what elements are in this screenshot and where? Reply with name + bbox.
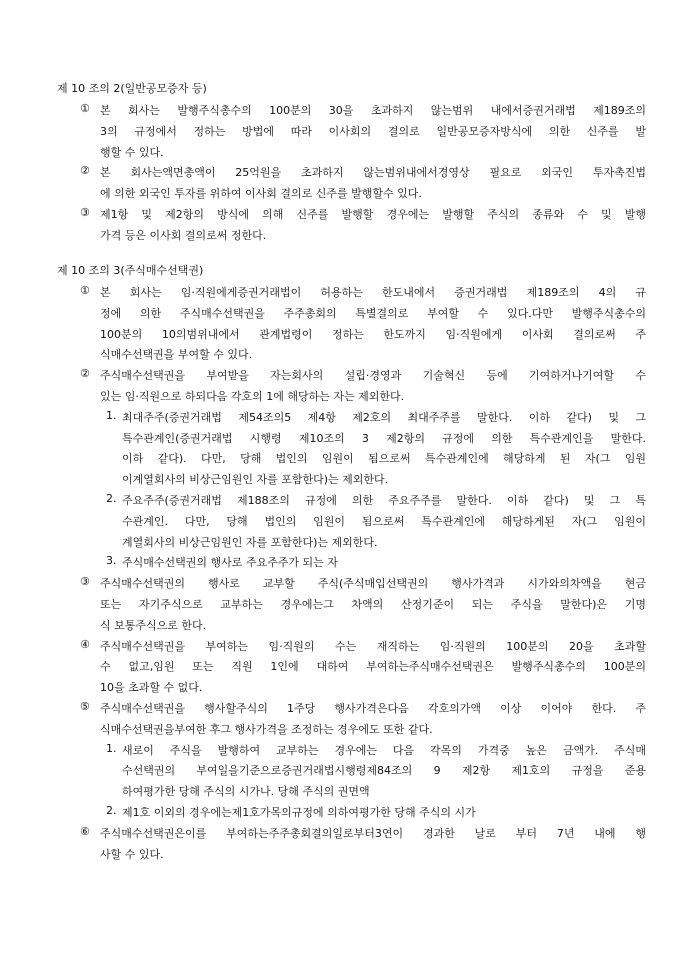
- paragraph-line: 있는 임·직원으로 하되다음 각호의 1에 해당하는 자는 제외한다.: [100, 389, 405, 403]
- sub-item-line: 하여평가한 당해 주식의 시가나. 당해 주식의 권면액: [122, 785, 370, 799]
- paragraph-line: 식 보통주식으로 한다.: [100, 618, 207, 632]
- paragraph-number: ②: [80, 164, 90, 178]
- sub-item-line: 특수관계인(증권거래법 시행령 제10조의 3 제2항의 규정에 의한 특수관계인을 말한다.: [122, 431, 646, 445]
- paragraph-line: 행할 수 있다.: [100, 145, 164, 159]
- article-title: 제 10 조의 2(일반공모증자 등): [57, 82, 207, 95]
- paragraph-line: 주식매수선택권을 부여받을 자는회사의 설립·경영과 기술혁신 등에 기여하거나기여할 수: [100, 369, 646, 383]
- paragraph-line: 주식매수선택권의 행사로 교부할 주식(주식매입선택권의 행사가격과 시가와의차액을 현금: [100, 577, 646, 591]
- paragraph-line: 10을 초과할 수 없다.: [100, 681, 203, 695]
- paragraph-number: ③: [80, 575, 90, 589]
- paragraph-line: 수 없고,임원 또는 직원 1인에 대하여 부여하는주식매수선택권은 발행주식총수의 100분의: [100, 660, 646, 674]
- paragraph-line: 100분의 10의범위내에서 관계법령이 정하는 한도까지 임·직원에게 이사회 결의로써 주: [100, 327, 646, 341]
- sub-item-line: 수관계인. 다만, 당해 법인의 임원이 됨으로써 특수관계인에 해당하게된 자(그 임원이: [122, 514, 646, 528]
- paragraph-line: 식매수선택권을 부여할 수 있다.: [100, 348, 253, 362]
- paragraph-line: 정에 의한 주식매수선택권을 주주총회의 특별결의로 부여할 수 있다.다만 발행주식총수의: [100, 306, 646, 320]
- paragraph-line: 3의 규정에서 정하는 방법에 따라 이사회의 결의로 일반공모증자방식에 의한 신주를 발: [100, 124, 646, 138]
- paragraph-number: ④: [80, 637, 90, 651]
- sub-item-number: 2.: [106, 491, 117, 505]
- paragraph-number: ②: [80, 367, 90, 381]
- article-title: 제 10 조의 3(주식매수선택권): [57, 264, 204, 277]
- paragraph-line: 주식매수선택권을 부여하는 임·직원의 수는 재직하는 임·직원의 100분의 20을 초과할: [100, 639, 646, 653]
- paragraph-number: ⑤: [80, 700, 90, 713]
- paragraph-line: 식매수선택권을부여한 후그 행사가격을 조정하는 경우에도 또한 같다.: [100, 722, 433, 736]
- sub-item-number: 2.: [106, 804, 117, 817]
- sub-item-line: 이계열회사의 비상근임원인 자를 포함한다)는 제외한다.: [122, 473, 389, 487]
- paragraph-line: 본 회사는 발행주식총수의 100분의 30을 초과하지 않는범위 내에서증권거래법 제189조의: [100, 104, 646, 117]
- paragraph-line: 본 회사는 임·직원에게증권거래법이 허용하는 한도내에서 증권거래법 제189조의 4의 규: [100, 286, 646, 299]
- sub-item-line: 최대주주(증권거래법 제54조의5 제4항 제2호의 최대주주를 말한다. 이하 같다) 및 그: [122, 410, 646, 424]
- paragraph-number: ⑥: [80, 824, 90, 838]
- paragraph-line: 가격 등은 이사회 결의로써 정한다.: [100, 228, 267, 242]
- sub-item-line: 제1호 이외의 경우에는제1호가목의규정에 의하여평가한 당해 주식의 시가: [122, 806, 476, 819]
- sub-item-line: 새로이 주식을 발행하여 교부하는 경우에는 다음 각목의 가격중 높은 금액가. 주식매: [122, 743, 646, 757]
- paragraph-line: 본 회사는액면총액이 25억원을 초과하지 않는범위내에서경영상 필요로 외국인 투자촉진법: [100, 166, 646, 180]
- paragraph-line: 주식매수선택권을 행사할주식의 1주당 행사가격은다음 각호의가액 이상 이어야 한다. 주: [100, 702, 646, 715]
- paragraph-line: 주식매수선택권은이를 부여하는주주총회결의일로부터3연이 경과한 날로 부터 7년 내에 행: [100, 826, 646, 840]
- sub-item-number: 3.: [106, 554, 117, 568]
- paragraph-line: 또는 자기주식으로 교부하는 경우에는그 차액의 산정기준이 되는 주식을 말한다)은 기명: [100, 597, 646, 611]
- sub-item-line: 수선택권의 부여일을기준으로증권거래법시행령제84조의 9 제2항 제1호의 규정을 준용: [122, 764, 646, 778]
- paragraph-number: ①: [80, 284, 90, 297]
- paragraph-line: 사할 수 있다.: [100, 847, 164, 861]
- paragraph-line: 에 의한 외국인 투자를 위하여 이사회 결의로 신주를 발행할수 있다.: [100, 187, 422, 201]
- sub-item-line: 계열회사의 비상근임원인 자를 포함한다)는 제외한다.: [122, 535, 378, 549]
- paragraph-number: ③: [80, 206, 90, 219]
- sub-item-number: 1.: [106, 408, 117, 422]
- sub-item-line: 주식매수선택권의 행사로 주요주주가 되는 자: [122, 556, 338, 570]
- sub-item-line: 주요주주(증권거래법 제188조의 규정에 의한 주요주주를 말한다. 이하 같다) 및 그 특: [122, 493, 646, 507]
- paragraph-number: ①: [80, 102, 90, 115]
- sub-item-number: 1.: [106, 741, 117, 755]
- sub-item-line: 이하 같다). 다만, 당해 법인의 임원이 됨으로써 특수관계인에 해당하게 된 자(그 임원: [122, 452, 646, 466]
- paragraph-line: 제1항 및 제2항의 방식에 의해 신주를 발행할 경우에는 발행할 주식의 종류와 수 및 발행: [100, 208, 646, 221]
